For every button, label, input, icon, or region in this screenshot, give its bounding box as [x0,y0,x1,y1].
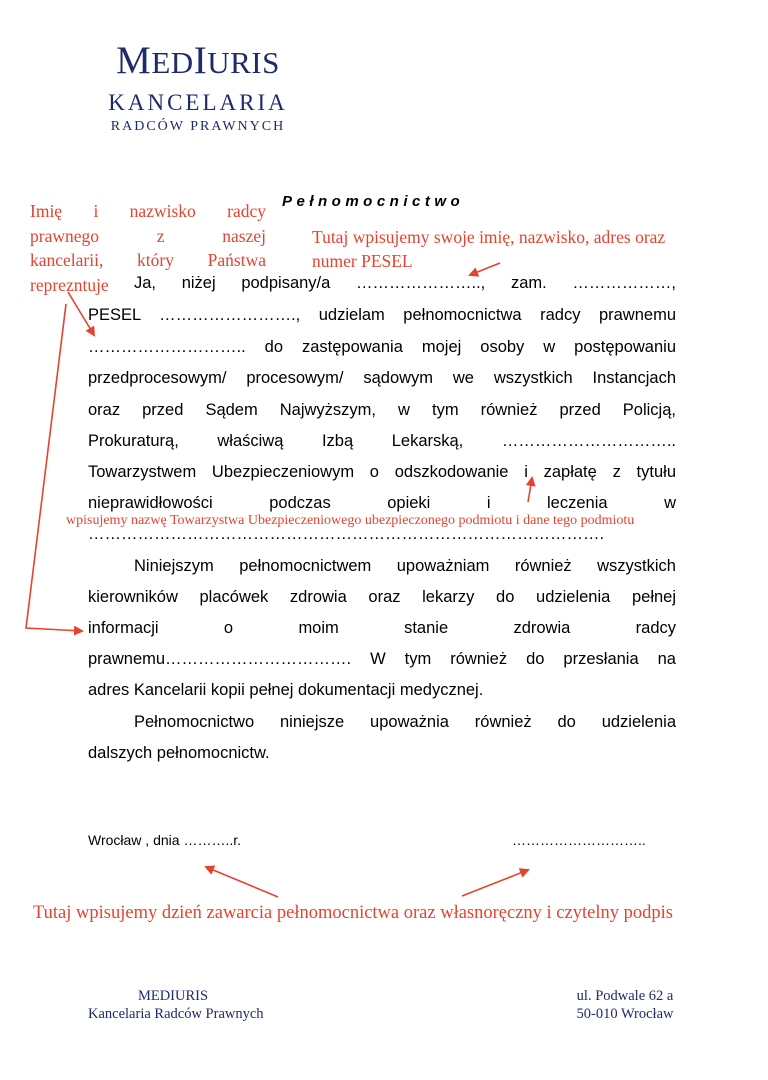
body-line: przedprocesowym/ procesowym/ sądowym we wszystkich Instancjach [88,369,676,387]
arrow-to-insurer [528,478,532,502]
logo-subtitle: KANCELARIA [108,90,288,115]
footer-company-type: Kancelaria Radców Prawnych [88,1006,264,1022]
body-line: Ja, niżej podpisany/a ………………….., zam. ………………, [134,274,676,292]
annotation-line: reprezntuje [30,274,109,295]
signature-field: ……………………….. [512,832,646,848]
body-line: ……………………….. do zastępowania mojej osoby w postępowaniu [88,338,676,356]
footer-city: 50-010 Wrocław [576,1006,674,1022]
annotation-line: kancelarii, który Państwa [30,250,266,270]
annotation-insurer: wpisujemy nazwę Towarzystwa Ubezpieczeniowego ubezpieczonego podmiotu i dane tego podmiotu [66,513,635,528]
logo-wordmark: MEDIURIS [116,39,280,82]
body-line: Towarzystwem Ubezpieczeniowym o odszkodowanie i zapłatę z tytułu [88,463,676,481]
body-line: PESEL ……………………., udzielam pełnomocnictwa radcy prawnemu [88,306,676,324]
document-title: Pełnomocnictwo [282,193,465,210]
logo-tagline: RADCÓW PRAWNYCH [110,119,286,134]
body-line: Prokuraturą, właściwą Izbą Lekarską, ………………………….. [88,432,676,450]
arrow-to-personal-data [470,263,500,275]
body-line: prawnemu……………………………. W tym również do przesłania na [88,650,676,668]
body-line: Pełnomocnictwo niniejsze upoważnia również do udzielenia [134,713,676,731]
footer-street: ul. Podwale 62 a [576,988,674,1004]
body-line: …………………………………………………………………………………. [88,525,605,543]
annotation-date-signature: Tutaj wpisujemy dzień zawarcia pełnomocnictwa oraz własnoręczny i czytelny podpis [33,903,673,923]
body-line: informacji o moim stanie zdrowia radcy [88,619,676,637]
arrow-to-date [206,867,278,897]
body-line: dalszych pełnomocnictw. [88,744,270,762]
arrow-to-signature [462,870,528,896]
place-date-field: Wrocław , dnia ………..r. [88,832,242,848]
body-line: Niniejszym pełnomocnictwem upoważniam również wszystkich [134,557,676,575]
body-line: kierowników placówek zdrowia oraz lekarzy do udzielenia pełnej [88,588,676,606]
body-line: nieprawidłowości podczas opieki i leczenia w [88,494,676,512]
annotation-line: Imię i nazwisko radcy [30,201,266,221]
body-line: adres Kancelarii kopii pełnej dokumentacji medycznej. [88,681,484,699]
annotation-line: prawnego z naszej [30,225,266,246]
body-line: oraz przed Sądem Najwyższym, w tym również przed Policją, [88,401,676,419]
arrow-to-lawyer-field [68,292,94,335]
arrow-to-lawyer-field-2 [26,304,82,631]
annotation-personal-data: Tutaj wpisujemy swoje imię, nazwisko, adres oraz numer PESEL [312,227,666,271]
footer-company-name: MEDIURIS [137,988,209,1004]
